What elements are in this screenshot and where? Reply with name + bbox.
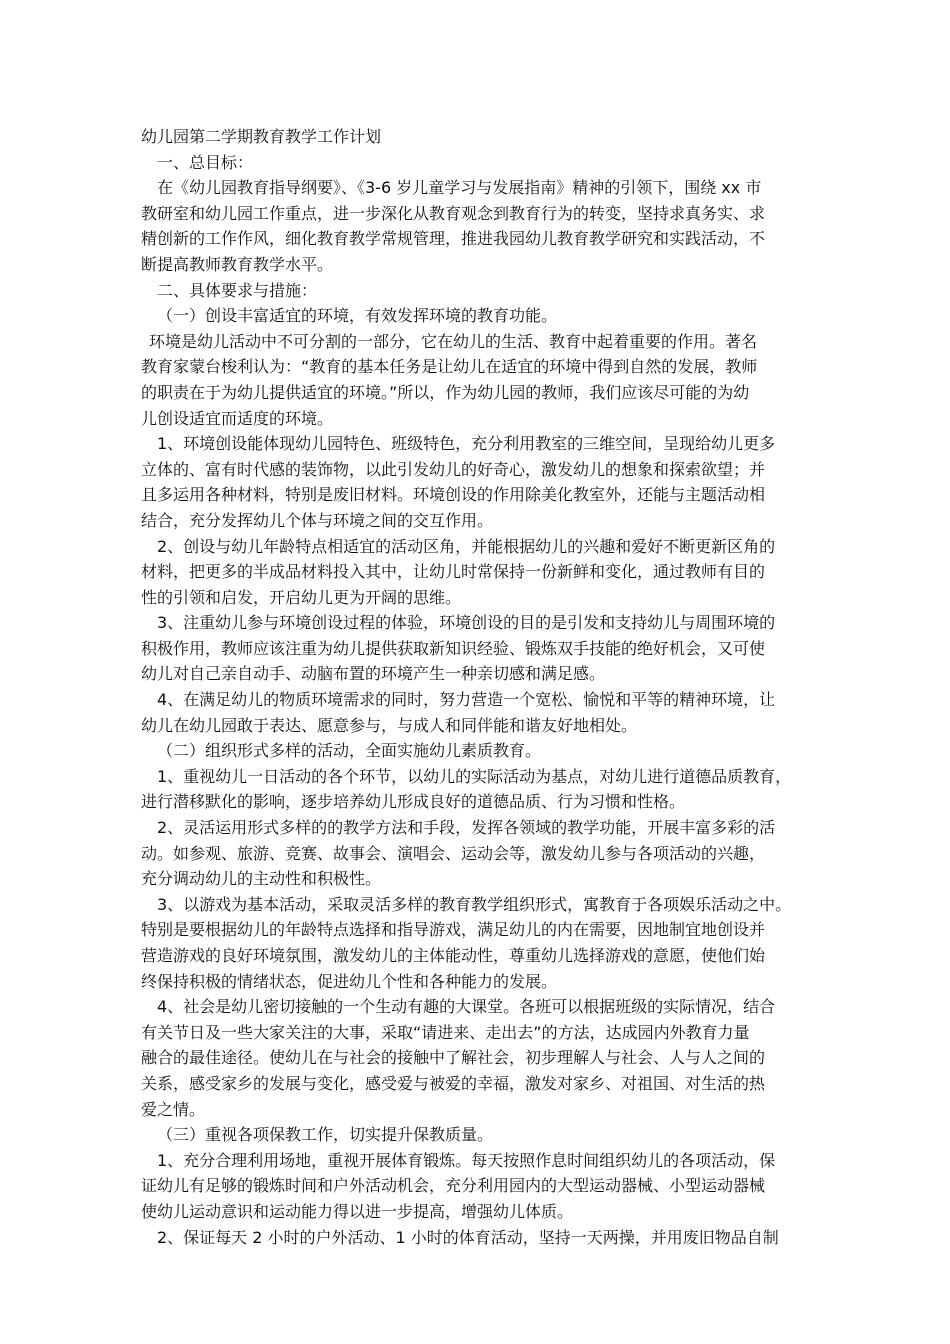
text-line: 1、重视幼儿一日活动的各个环节，以幼儿的实际活动为基点，对幼儿进行道德品质教育， bbox=[157, 766, 792, 786]
text-line: 二、具体要求与措施： bbox=[157, 280, 318, 300]
text-line: 结合，充分发挥幼儿个体与环境之间的交互作用。 bbox=[141, 510, 494, 530]
text-line: 2、灵活运用形式多样的的教学方法和手段，发挥各领域的教学功能，开展丰富多彩的活 bbox=[157, 818, 776, 838]
text-line: 立体的、富有时代感的装饰物，以此引发幼儿的好奇心，激发幼儿的想象和探索欲望；并 bbox=[141, 459, 766, 479]
text-line: 幼儿对自己亲自动手、动脑布置的环境产生一种亲切感和满足感。 bbox=[141, 664, 606, 684]
text-line: 教育家蒙台梭利认为：“教育的基本任务是让幼儿在适宜的环境中得到自然的发展，教师 bbox=[141, 357, 758, 377]
text-line: 爱之情。 bbox=[141, 1099, 206, 1119]
text-line: 环境是幼儿活动中不可分割的一部分，它在幼儿的生活、教育中起着重要的作用。著名 bbox=[149, 331, 758, 351]
text-line: 一、总目标： bbox=[157, 152, 254, 172]
text-line: 进行潜移默化的影响，逐步培养幼儿形成良好的道德品质、行为习惯和性格。 bbox=[141, 792, 686, 812]
text-line: （二）组织形式多样的活动，全面实施幼儿素质教育。 bbox=[157, 741, 542, 761]
text-line: 动。如参观、旅游、竞赛、故事会、演唱会、运动会等，激发幼儿参与各项活动的兴趣， bbox=[141, 843, 766, 863]
text-line: 融合的最佳途径。使幼儿在与社会的接触中了解社会，初步理解人与社会、人与人之间的 bbox=[141, 1048, 766, 1068]
text-line: 1、充分合理利用场地，重视开展体育锻炼。每天按照作息时间组织幼儿的各项活动，保 bbox=[157, 1150, 776, 1170]
text-line: 且多运用各种材料，特别是废旧材料。环境创设的作用除美化教室外，还能与主题活动相 bbox=[141, 485, 766, 505]
text-line: （三）重视各项保教工作，切实提升保教质量。 bbox=[157, 1125, 494, 1145]
text-line: （一）创设丰富适宜的环境，有效发挥环境的教育功能。 bbox=[157, 306, 558, 326]
text-line: 材料，把更多的半成品材料投入其中，让幼儿时常保持一份新鲜和变化，通过教师有目的 bbox=[141, 562, 766, 582]
text-line: 有关节日及一些大家关注的大事，采取“请进来、走出去”的方法，达成园内外教育力量 bbox=[141, 1022, 750, 1042]
text-line: 营造游戏的良好环境氛围，激发幼儿的主体能动性，尊重幼儿选择游戏的意愿，使他们始 bbox=[141, 946, 766, 965]
text-line: 性的引领和启发，开启幼儿更为开阔的思维。 bbox=[141, 587, 462, 607]
text-line: 积极作用，教师应该注重为幼儿提供获取新知识经验、锻炼双手技能的绝好机会，又可使 bbox=[141, 638, 766, 658]
text-line: 儿创设适宜而适度的环境。 bbox=[141, 408, 334, 428]
text-line: 1、环境创设能体现幼儿园特色、班级特色，充分利用教室的三维空间，呈现给幼儿更多 bbox=[157, 434, 776, 454]
text-line: 3、以游戏为基本活动，采取灵活多样的教育教学组织形式，寓教育于各项娱乐活动之中。 bbox=[157, 894, 792, 914]
text-line: 4、社会是幼儿密切接触的一个生动有趣的大课堂。各班可以根据班级的实际情况，结合 bbox=[157, 997, 776, 1017]
text-line: 精创新的工作作风，细化教育教学常规管理，推进我园幼儿教育教学研究和实践活动，不 bbox=[141, 229, 766, 249]
text-line: 教研室和幼儿园工作重点，进一步深化从教育观念到教育行为的转变，坚持求真务实、求 bbox=[141, 203, 766, 223]
paragraph-lines bbox=[141, 150, 813, 1251]
text-line: 4、在满足幼儿的物质环境需求的同时，努力营造一个宽松、愉悦和平等的精神环境，让 bbox=[157, 690, 776, 710]
text-line: 充分调动幼儿的主动性和积极性。 bbox=[141, 869, 382, 889]
text-line: 证幼儿有足够的锻炼时间和户外活动机会，充分利用园内的大型运动器械、小型运动器械 bbox=[141, 1176, 766, 1196]
text-line: 3、注重幼儿参与环境创设过程的体验，环境创设的目的是引发和支持幼儿与周围环境的 bbox=[157, 613, 776, 633]
text-line: 使幼儿运动意识和运动能力得以进一步提高，增强幼儿体质。 bbox=[141, 1201, 574, 1221]
text-line: 2、创设与幼儿年龄特点相适宜的活动区角，并能根据幼儿的兴趣和爱好不断更新区角的 bbox=[157, 536, 776, 556]
text-line: 2、保证每天 2 小时的户外活动、1 小时的体育活动，坚持一天两操，并用废旧物品自制 bbox=[157, 1227, 779, 1247]
text-line: 在《幼儿园教育指导纲要》、《3-6 岁儿童学习与发展指南》精神的引领下，围绕 xx 市 bbox=[157, 178, 762, 198]
text-line: 特别是要根据幼儿的年龄特点选择和指导游戏，满足幼儿的内在需要，因地制宜地创设并 bbox=[141, 920, 766, 940]
text-line: 断提高教师教育教学水平。 bbox=[141, 254, 334, 274]
text-line: 幼儿在幼儿园敢于表达、愿意参与，与成人和同伴能和谐友好地相处。 bbox=[141, 715, 638, 735]
document-title: 幼儿园第二学期教育教学工作计划 bbox=[141, 127, 382, 146]
text-line: 终保持积极的情绪状态，促进幼儿个性和各种能力的发展。 bbox=[141, 971, 558, 991]
text-line: 的职责在于为幼儿提供适宜的环境。”所以，作为幼儿园的教师，我们应该尽可能的为幼 bbox=[141, 382, 750, 402]
text-line: 关系，感受家乡的发展与变化，感受爱与被爱的幸福，激发对家乡、对祖国、对生活的热 bbox=[141, 1073, 766, 1093]
document-body bbox=[141, 124, 813, 1250]
